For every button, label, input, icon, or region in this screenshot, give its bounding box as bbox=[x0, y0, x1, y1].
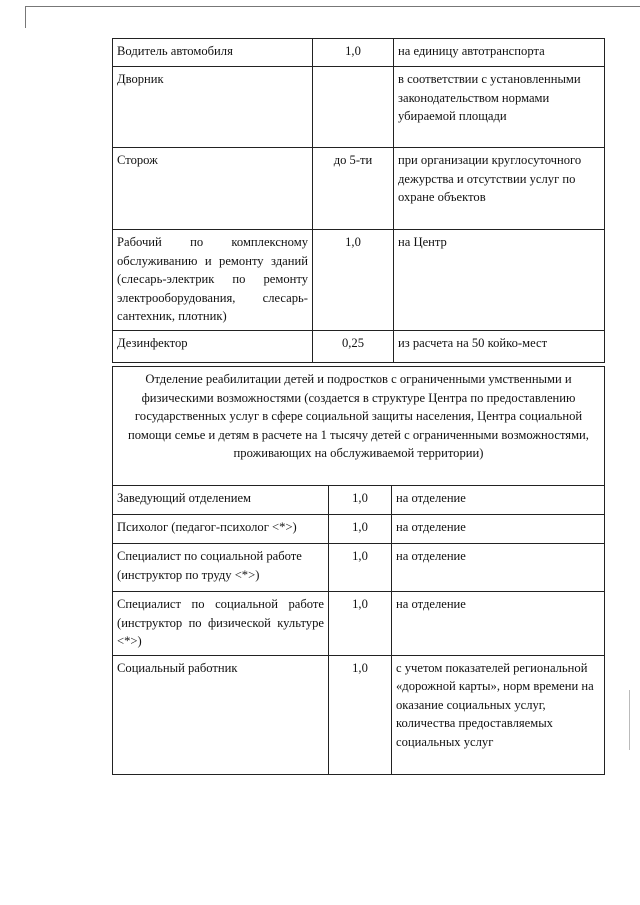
note-cell: при организации круглосуточного дежурства и отсутствии услуг по охране объектов bbox=[394, 148, 605, 230]
position-cell: Заведующий отделением bbox=[113, 486, 329, 515]
table-row bbox=[113, 515, 605, 544]
count-cell: 1,0 bbox=[329, 515, 392, 544]
note-cell: на отделение bbox=[392, 592, 605, 656]
note-cell: на Центр bbox=[394, 230, 605, 331]
count-cell: 1,0 bbox=[329, 655, 392, 774]
count-cell: до 5-ти bbox=[313, 148, 394, 230]
scan-border-left bbox=[25, 6, 26, 28]
position-cell: Дезинфектор bbox=[113, 330, 313, 362]
position-cell: Специалист по социальной работе (инструктор по труду <*>) bbox=[113, 544, 329, 592]
scan-mark-right bbox=[629, 690, 630, 750]
position-cell: Водитель автомобиля bbox=[113, 39, 313, 67]
count-cell: 1,0 bbox=[329, 486, 392, 515]
section-table bbox=[112, 366, 605, 775]
note-cell: на единицу автотранспорта bbox=[394, 39, 605, 67]
position-cell: Дворник bbox=[113, 67, 313, 148]
table-row bbox=[113, 592, 605, 656]
count-cell bbox=[313, 67, 394, 148]
table-row bbox=[113, 67, 605, 148]
staffing-table bbox=[112, 38, 605, 363]
table-row bbox=[113, 148, 605, 230]
count-cell: 1,0 bbox=[329, 592, 392, 656]
table-row bbox=[113, 230, 605, 331]
note-cell: в соответствии с установленными законодательством нормами убираемой площади bbox=[394, 67, 605, 148]
count-cell: 1,0 bbox=[329, 544, 392, 592]
table-row bbox=[113, 330, 605, 362]
table-row bbox=[113, 655, 605, 774]
count-cell: 0,25 bbox=[313, 330, 394, 362]
table-row bbox=[113, 544, 605, 592]
position-cell: Сторож bbox=[113, 148, 313, 230]
scan-border-top bbox=[25, 6, 640, 7]
count-cell: 1,0 bbox=[313, 230, 394, 331]
count-cell: 1,0 bbox=[313, 39, 394, 67]
position-cell: Рабочий по комплексному обслуживанию и ремонту зданий (слесарь-электрик по ремонту электрооборудования, слесарь-сантехник, плотник) bbox=[113, 230, 313, 331]
position-cell: Социальный работник bbox=[113, 655, 329, 774]
position-cell: Специалист по социальной работе (инструктор по физической культуре <*>) bbox=[113, 592, 329, 656]
table-row bbox=[113, 39, 605, 67]
position-cell: Психолог (педагог-психолог <*>) bbox=[113, 515, 329, 544]
table-row bbox=[113, 486, 605, 515]
section-title: Отделение реабилитации детей и подростков с ограниченными умственными и физическими возможностями (создается в структуре Центра по предоставлению государственных услуг в сфере социальной защиты населения, Центра социальной помощи семье и детям в расчете на 1 тысячу детей с ограниченными возможностями, проживающих на обслуживаемой территории) bbox=[113, 367, 605, 486]
section-header-row bbox=[113, 367, 605, 486]
note-cell: на отделение bbox=[392, 486, 605, 515]
note-cell: с учетом показателей региональной «дорожной карты», норм времени на оказание социальных услуг, количества предоставляемых социальных услуг bbox=[392, 655, 605, 774]
note-cell: на отделение bbox=[392, 515, 605, 544]
note-cell: из расчета на 50 койко-мест bbox=[394, 330, 605, 362]
note-cell: на отделение bbox=[392, 544, 605, 592]
